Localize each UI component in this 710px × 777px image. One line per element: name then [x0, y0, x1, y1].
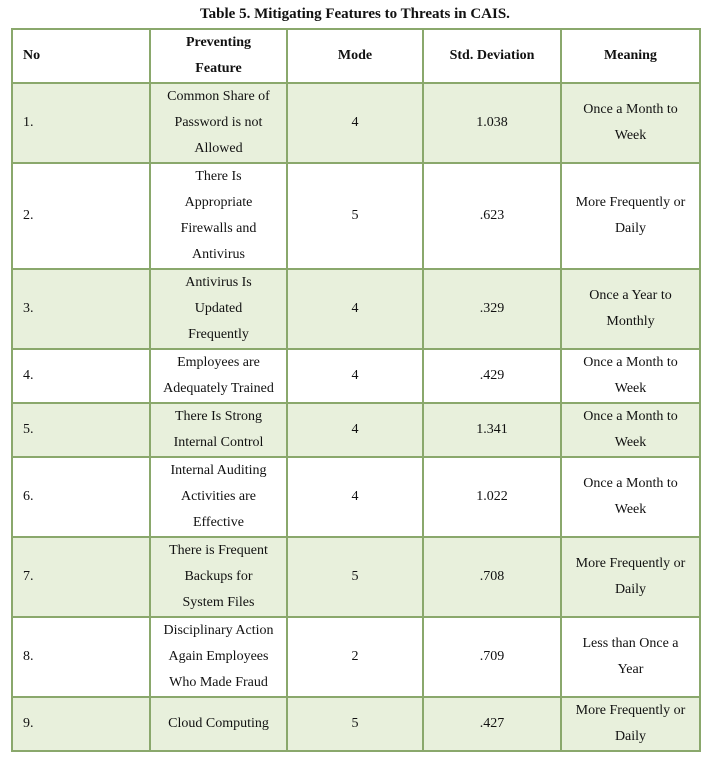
row-std-deviation: .708 — [423, 537, 561, 617]
feature-line: Firewalls and — [180, 221, 257, 236]
feature-line: Adequately Trained — [163, 381, 274, 396]
row-mode: 2 — [287, 617, 423, 697]
meaning-line: Once a Month to — [583, 476, 678, 491]
row-feature — [150, 83, 287, 163]
table-caption: Table 5. Mitigating Features to Threats in CAIS. — [200, 6, 510, 22]
row-meaning — [561, 349, 700, 403]
meaning-line: Year — [617, 662, 644, 677]
table-row — [12, 83, 700, 163]
header-mode: Mode — [287, 29, 423, 83]
row-feature — [150, 457, 287, 537]
table-body — [12, 83, 700, 751]
row-mode: 4 — [287, 349, 423, 403]
row-mode: 5 — [287, 163, 423, 269]
header-row — [12, 29, 700, 83]
feature-line: There Is — [195, 169, 242, 184]
row-meaning — [561, 537, 700, 617]
feature-line: Who Made Fraud — [169, 675, 268, 690]
feature-line: Antivirus Is — [185, 275, 252, 290]
feature-line: Backups for — [184, 569, 253, 584]
mitigating-features-table — [11, 28, 701, 752]
meaning-line: Week — [614, 128, 647, 143]
table-row — [12, 403, 700, 457]
row-meaning — [561, 83, 700, 163]
header-feature-line2: Feature — [195, 61, 242, 76]
row-meaning — [561, 457, 700, 537]
row-meaning — [561, 269, 700, 349]
row-std-deviation: .427 — [423, 697, 561, 751]
header-meaning: Meaning — [561, 29, 700, 83]
header-no: No — [12, 29, 150, 83]
row-number: 9. — [12, 697, 150, 751]
row-std-deviation: 1.038 — [423, 83, 561, 163]
table-row — [12, 163, 700, 269]
header-feature-line1: Preventing — [185, 35, 252, 50]
meaning-line: Monthly — [606, 314, 655, 329]
feature-line: Internal Control — [173, 435, 264, 450]
table-row — [12, 617, 700, 697]
row-mode: 4 — [287, 403, 423, 457]
row-feature — [150, 269, 287, 349]
row-number: 2. — [12, 163, 150, 269]
feature-line: Cloud Computing — [168, 716, 269, 731]
meaning-line: More Frequently or — [575, 556, 686, 571]
row-std-deviation: .429 — [423, 349, 561, 403]
table-row — [12, 349, 700, 403]
feature-line: Again Employees — [168, 649, 269, 664]
row-mode: 4 — [287, 457, 423, 537]
row-mode: 4 — [287, 83, 423, 163]
row-meaning — [561, 617, 700, 697]
meaning-line: Once a Month to — [583, 102, 678, 117]
header-preventing-feature — [150, 29, 287, 83]
row-std-deviation: .329 — [423, 269, 561, 349]
row-number: 5. — [12, 403, 150, 457]
row-number: 7. — [12, 537, 150, 617]
feature-line: Activities are — [180, 489, 257, 504]
feature-line: System Files — [182, 595, 255, 610]
row-number: 1. — [12, 83, 150, 163]
meaning-line: More Frequently or — [575, 703, 686, 718]
meaning-line: Week — [614, 381, 647, 396]
table-row — [12, 537, 700, 617]
feature-line: Internal Auditing — [170, 463, 267, 478]
feature-line: Updated — [194, 301, 243, 316]
row-meaning — [561, 697, 700, 751]
row-std-deviation: .623 — [423, 163, 561, 269]
row-feature — [150, 617, 287, 697]
row-mode: 5 — [287, 537, 423, 617]
row-mode: 5 — [287, 697, 423, 751]
table-row — [12, 697, 700, 751]
row-meaning — [561, 403, 700, 457]
feature-line: Appropriate — [184, 195, 253, 210]
meaning-line: Less than Once a — [582, 636, 679, 651]
meaning-line: Daily — [614, 221, 647, 236]
meaning-line: Once a Year to — [589, 288, 672, 303]
meaning-line: More Frequently or — [575, 195, 686, 210]
meaning-line: Daily — [614, 729, 647, 744]
feature-line: Allowed — [194, 141, 243, 156]
row-number: 3. — [12, 269, 150, 349]
row-std-deviation: .709 — [423, 617, 561, 697]
meaning-line: Daily — [614, 582, 647, 597]
row-feature — [150, 163, 287, 269]
feature-line: Antivirus — [192, 247, 245, 262]
feature-line: Employees are — [177, 355, 260, 370]
row-feature — [150, 697, 287, 751]
feature-line: Effective — [192, 515, 245, 530]
meaning-line: Week — [614, 435, 647, 450]
feature-line: Frequently — [188, 327, 249, 342]
meaning-line: Once a Month to — [583, 355, 678, 370]
table-row — [12, 457, 700, 537]
row-number: 8. — [12, 617, 150, 697]
row-mode: 4 — [287, 269, 423, 349]
meaning-line: Once a Month to — [583, 409, 678, 424]
header-std-deviation: Std. Deviation — [423, 29, 561, 83]
feature-line: Common Share of — [167, 89, 270, 104]
row-number: 6. — [12, 457, 150, 537]
row-std-deviation: 1.022 — [423, 457, 561, 537]
row-feature — [150, 537, 287, 617]
meaning-line: Week — [614, 502, 647, 517]
row-meaning — [561, 163, 700, 269]
row-number: 4. — [12, 349, 150, 403]
row-std-deviation: 1.341 — [423, 403, 561, 457]
feature-line: There is Frequent — [169, 543, 268, 558]
table-row — [12, 269, 700, 349]
feature-line: Password is not — [174, 115, 263, 130]
feature-line: Disciplinary Action — [163, 623, 274, 638]
feature-line: There Is Strong — [174, 409, 263, 424]
row-feature — [150, 403, 287, 457]
row-feature — [150, 349, 287, 403]
